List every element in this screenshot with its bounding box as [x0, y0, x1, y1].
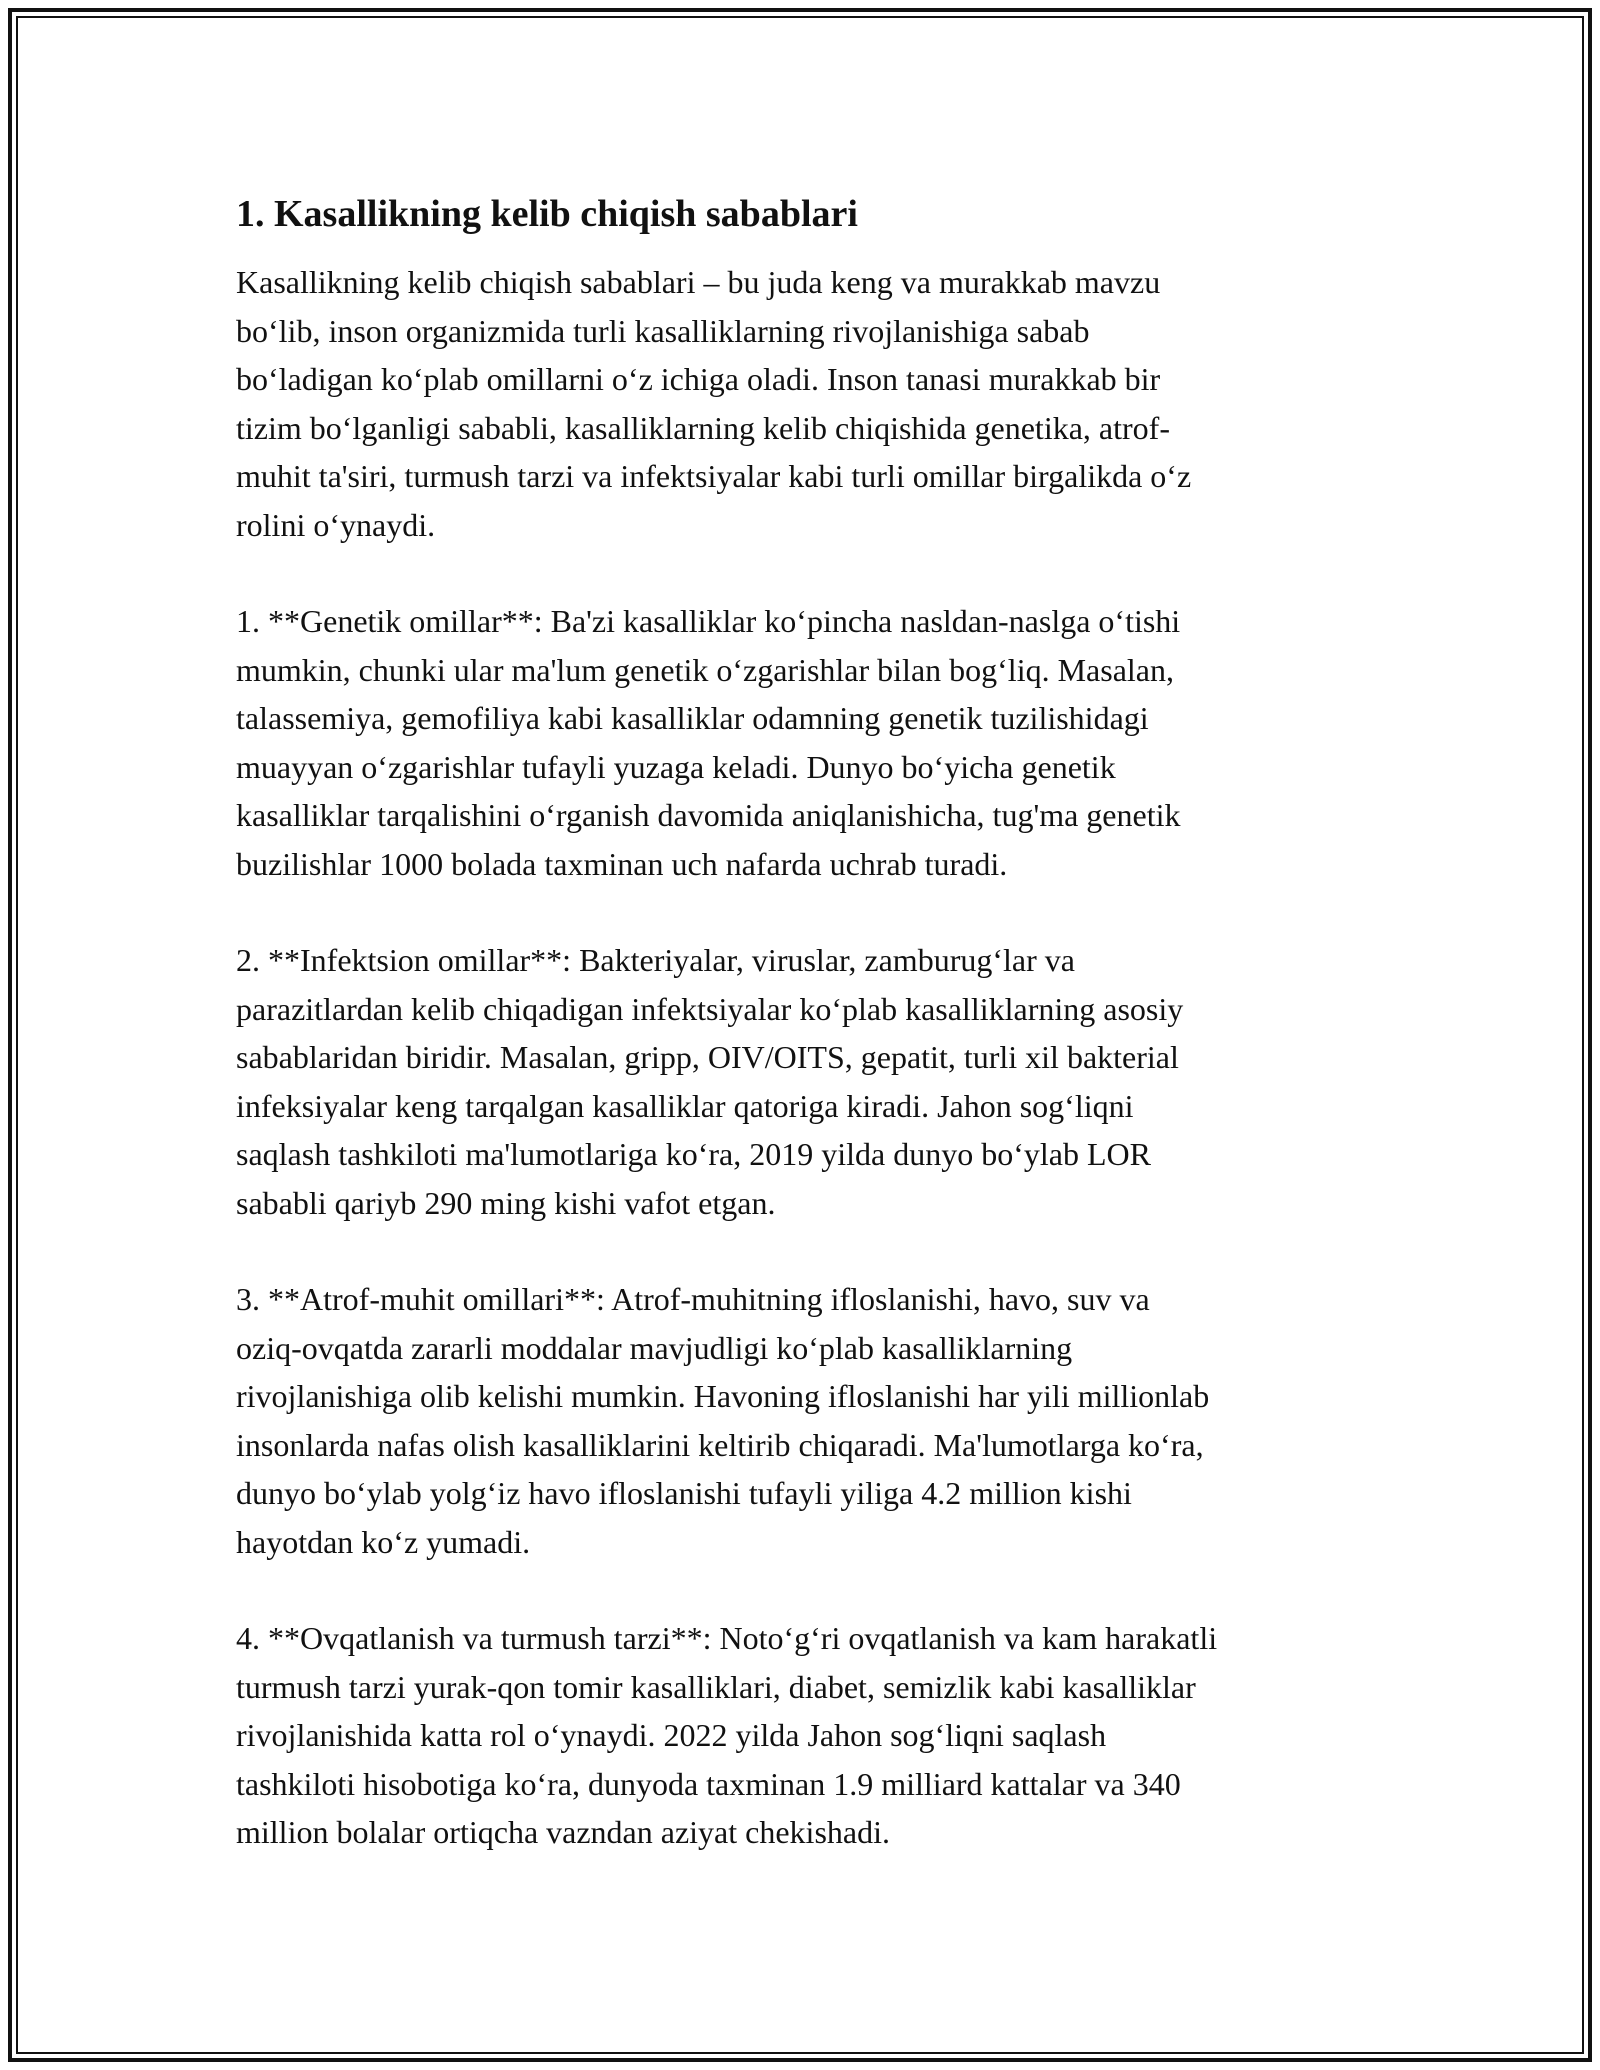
- section-heading: 1. Kasallikning kelib chiqish sabablari: [236, 193, 858, 235]
- document-body: [236, 188, 1376, 1905]
- nutrition-lifestyle-paragraph: 4. **Ovqatlanish va turmush tarzi**: Noto‘g‘ri ovqatlanish va kam harakatli turmush tarzi yurak-qon tomir kasalliklari, diabet, semizlik kabi kasalliklar rivojlanishida katta rol o‘ynaydi. 2022 yilda Jahon sog‘liqni saqlash tashkiloti hisobotiga ko‘ra, dunyoda taxminan 1.9 milliard kattalar va 340 million bolalar ortiqcha vazndan aziyat chekishadi.: [236, 1620, 1218, 1850]
- intro-paragraph: Kasallikning kelib chiqish sabablari – bu juda keng va murakkab mavzu bo‘lib, inson organizmida turli kasalliklarning rivojlanishiga sabab bo‘ladigan ko‘plab omillarni o‘z ichiga oladi. Inson tanasi murakkab bir tizim bo‘lganligi sababli, kasalliklarning kelib chiqishida genetika, atrof- muhit ta'siri, turmush tarzi va infektsiyalar kabi turli omillar birgalikda o‘z rolini o‘ynaydi.: [236, 264, 1192, 543]
- infectious-factors-paragraph: 2. **Infektsion omillar**: Bakteriyalar, viruslar, zamburug‘lar va parazitlardan kelib chiqadigan infektsiyalar ko‘plab kasalliklarning asosiy sabablaridan biridir. Masalan, gripp, OIV/OITS, gepatit, turli xil bakterial infeksiyalar keng tarqalgan kasalliklar qatoriga kiradi. Jahon sog‘liqni saqlash tashkiloti ma'lumotlariga ko‘ra, 2019 yilda dunyo bo‘ylab LOR sababli qariyb 290 ming kishi vafot etgan.: [236, 942, 1184, 1221]
- environmental-factors-paragraph: 3. **Atrof-muhit omillari**: Atrof-muhitning ifloslanishi, havo, suv va oziq-ovqatda zararli moddalar mavjudligi ko‘plab kasalliklarning rivojlanishiga olib kelishi mumkin. Havoning ifloslanishi har yili millionlab insonlarda nafas olish kasalliklarini keltirib chiqaradi. Ma'lumotlarga ko‘ra, dunyo bo‘ylab yolg‘iz havo ifloslanishi tufayli yiliga 4.2 million kishi hayotdan ko‘z yumadi.: [236, 1281, 1210, 1560]
- genetic-factors-paragraph: 1. **Genetik omillar**: Ba'zi kasalliklar ko‘pincha nasldan-naslga o‘tishi mumkin, chunki ular ma'lum genetik o‘zgarishlar bilan bog‘liq. Masalan, talassemiya, gemofiliya kabi kasalliklar odamning genetik tuzilishidagi muayyan o‘zgarishlar tufayli yuzaga keladi. Dunyo bo‘yicha genetik kasalliklar tarqalishini o‘rganish davomida aniqlanishicha, tug'ma genetik buzilishlar 1000 bolada taxminan uch nafarda uchrab turadi.: [236, 603, 1181, 882]
